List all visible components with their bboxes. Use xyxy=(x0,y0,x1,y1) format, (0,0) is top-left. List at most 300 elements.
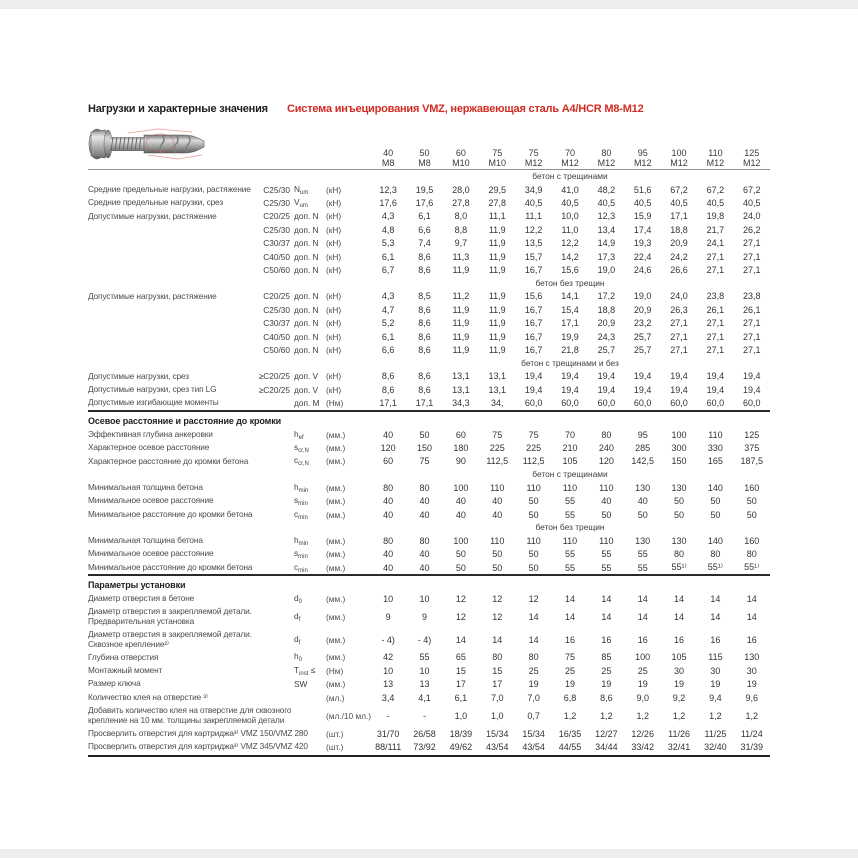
table-row xyxy=(88,290,770,303)
cell-value: 26,2 xyxy=(743,224,761,235)
cell-value: 24,1 xyxy=(706,238,725,249)
cell-value: 18/39 xyxy=(449,728,473,739)
row-unit: (мм.) xyxy=(326,594,346,605)
table-row xyxy=(88,508,770,521)
row-unit: (Нм) xyxy=(326,665,344,676)
row-label-line: Глубина отверстия xyxy=(88,651,159,662)
row-symbol: $h_{ef}$ xyxy=(294,428,304,441)
cell-value: 21,7 xyxy=(706,224,725,235)
cell-value: 55 xyxy=(564,549,575,560)
cell-value: 105 xyxy=(562,456,578,467)
cell-value: 50 xyxy=(492,562,503,573)
cell-value: 50 xyxy=(746,509,757,520)
cell-value: 15,4 xyxy=(561,304,579,315)
column-size: 60 xyxy=(455,148,466,158)
cell-value: 16,7 xyxy=(524,344,543,355)
cell-value: 10 xyxy=(383,594,394,605)
cell-value: 67,2 xyxy=(706,184,725,195)
cell-value: 40 xyxy=(419,549,430,560)
cell-value: 80 xyxy=(710,549,721,560)
cell-value: 1,2 xyxy=(745,710,759,721)
cell-value: 13,1 xyxy=(452,384,470,395)
cell-value: 73/92 xyxy=(413,741,436,752)
cell-value: 0,7 xyxy=(527,710,540,721)
cell-value: 40,5 xyxy=(524,198,543,209)
cell-value: 12/26 xyxy=(631,728,654,739)
column-header xyxy=(479,148,515,168)
row-label-line: Диаметр отверстия в закрепляемой детали. xyxy=(88,628,252,639)
cell-value: 40 xyxy=(383,509,394,520)
row-label xyxy=(88,398,238,408)
cell-value: 17,2 xyxy=(597,291,616,302)
cell-value: 27,1 xyxy=(670,344,688,355)
cell-value: 12,3 xyxy=(379,184,397,195)
cell-value: 120 xyxy=(598,456,614,467)
column-size: 75 xyxy=(492,148,503,158)
cell-value: 8,6 xyxy=(418,384,431,395)
cell-value: 4,7 xyxy=(381,304,395,315)
cell-value: 165 xyxy=(707,456,723,467)
cell-value: 14 xyxy=(746,612,757,623)
cell-value: 9,2 xyxy=(672,692,686,703)
row-label-line: Минимальное осевое расстояние xyxy=(88,495,214,506)
cell-value: 1,2 xyxy=(709,710,722,721)
cell-value: 11/24 xyxy=(740,728,763,739)
cell-value: 32/40 xyxy=(704,741,727,752)
row-symbol: доп. N xyxy=(294,331,319,342)
cell-value: 23,2 xyxy=(633,318,652,329)
table-row xyxy=(88,383,770,396)
cell-value: 187,5 xyxy=(740,456,764,467)
cell-value: 23,8 xyxy=(706,291,725,302)
cell-value: 40,5 xyxy=(597,198,616,209)
cell-value: 28,0 xyxy=(452,184,470,195)
cell-value: 5,3 xyxy=(381,238,395,249)
row-symbol: $h_{min}$ xyxy=(294,481,309,494)
cell-value: 60 xyxy=(455,429,466,440)
cell-value: 25,7 xyxy=(633,331,652,342)
cell-value: 12 xyxy=(455,594,466,605)
row-unit: (кН) xyxy=(326,371,342,382)
row-symbol: доп. V xyxy=(294,371,319,382)
row-symbol: доп. M xyxy=(294,398,320,409)
row-unit: (мм.) xyxy=(326,634,346,645)
cell-value: 13,1 xyxy=(488,371,507,382)
row-label-line: Допустимые изгибающие моменты xyxy=(88,397,219,408)
cell-value: 10 xyxy=(383,665,394,676)
row-condition: C50/60 xyxy=(263,265,290,276)
row-unit: (мм.) xyxy=(326,549,346,560)
cell-value: 14 xyxy=(637,594,648,605)
cell-value: 13,1 xyxy=(488,384,507,395)
table-row xyxy=(88,494,770,507)
table-row xyxy=(88,651,770,664)
row-symbol: $h_{min}$ xyxy=(294,534,309,547)
cell-value: 26,3 xyxy=(670,304,688,315)
cell-value: 19 xyxy=(601,679,612,690)
cell-value: 55 xyxy=(637,549,648,560)
column-header xyxy=(443,148,479,168)
cell-value: 13,4 xyxy=(597,224,616,235)
cell-value: 11,9 xyxy=(452,265,470,276)
cell-value: 14 xyxy=(637,612,648,623)
cell-value: 14,1 xyxy=(561,291,579,302)
table-header-block xyxy=(88,118,770,169)
row-unit: (кН) xyxy=(326,384,342,395)
cell-value: 8,6 xyxy=(418,344,431,355)
cell-value: 10,0 xyxy=(561,211,579,222)
cell-value: 40 xyxy=(601,496,612,507)
cell-value: 50 xyxy=(637,509,648,520)
row-label-line: Минимальное расстояние до кромки бетона xyxy=(88,508,253,519)
cell-value: 60,0 xyxy=(670,398,688,409)
cell-value: 11/26 xyxy=(668,728,690,739)
row-unit: (кН) xyxy=(326,344,342,355)
row-unit: (кН) xyxy=(326,198,342,209)
cell-value: 40 xyxy=(383,562,394,573)
cell-value: 31/70 xyxy=(376,728,400,739)
cell-value: - xyxy=(386,710,390,721)
row-unit: (мм.) xyxy=(326,456,346,467)
table-row xyxy=(88,210,770,223)
cell-value: 49/62 xyxy=(449,741,473,752)
cell-value: 15,6 xyxy=(524,291,543,302)
row-symbol: $d_0$ xyxy=(294,593,302,606)
cell-value: 32/41 xyxy=(667,741,691,752)
cell-value: 15/34 xyxy=(522,728,545,739)
row-unit: (мм.) xyxy=(326,509,346,520)
cell-value: 14 xyxy=(710,594,721,605)
column-header xyxy=(661,148,697,168)
cell-value: 95 xyxy=(637,429,648,440)
cell-value: 130 xyxy=(635,482,651,493)
cell-value: 11,1 xyxy=(488,211,506,222)
cell-value: 40 xyxy=(383,496,394,507)
cell-value: 16/35 xyxy=(558,728,582,739)
cell-value: 1,2 xyxy=(600,710,613,721)
cell-value: 50 xyxy=(601,509,612,520)
cell-value: 40 xyxy=(492,509,503,520)
row-symbol: $V_{um}$ xyxy=(294,197,308,210)
cell-value: 11,1 xyxy=(525,211,543,222)
table-row xyxy=(88,534,770,547)
row-label-line: Средние предельные нагрузки, растяжение xyxy=(88,183,251,194)
subheader-text: бетон без трещин xyxy=(535,522,605,533)
cell-value: 19 xyxy=(710,679,721,690)
cell-value: 11,9 xyxy=(488,291,506,302)
table-row xyxy=(88,196,770,209)
row-symbol: доп. N xyxy=(294,238,319,249)
cell-value: 160 xyxy=(744,535,760,546)
cell-value: 20,9 xyxy=(670,238,688,249)
cell-value: 11,9 xyxy=(452,304,470,315)
cell-value: 225 xyxy=(526,442,542,453)
cell-value: 55 xyxy=(601,562,612,573)
cell-value: 14 xyxy=(674,612,685,623)
cell-value: 25 xyxy=(528,665,539,676)
cell-value: 19,4 xyxy=(524,371,543,382)
cell-value: 88/111 xyxy=(375,741,402,752)
row-label xyxy=(88,666,238,676)
cell-value: 55 xyxy=(637,562,648,573)
row-condition: C25/30 xyxy=(263,198,290,209)
cell-value: 40 xyxy=(419,562,430,573)
cell-value: 19,0 xyxy=(633,291,652,302)
row-symbol: $d_f$ xyxy=(294,611,301,624)
cell-value: 17,4 xyxy=(633,224,652,235)
cell-value: 27,8 xyxy=(452,198,470,209)
cell-value: 6,1 xyxy=(381,251,395,262)
cell-value: 11,0 xyxy=(561,224,579,235)
cell-value: 42 xyxy=(383,652,394,663)
row-unit: (мм.) xyxy=(326,679,346,690)
cell-value: 13 xyxy=(383,679,394,690)
cell-value: 17 xyxy=(492,679,503,690)
row-condition: C20/25 xyxy=(263,291,290,302)
cell-value: 50 xyxy=(528,549,539,560)
cell-value: 12 xyxy=(492,594,503,605)
cell-value: 14 xyxy=(492,634,503,645)
cell-value: 26/58 xyxy=(413,728,436,739)
cell-value: 110 xyxy=(708,429,723,440)
cell-value: 19,4 xyxy=(743,384,761,395)
cell-value: 8,5 xyxy=(418,291,431,302)
row-label xyxy=(88,693,238,703)
row-label-line: Эффективная глубина анкеровки xyxy=(88,428,213,439)
cell-value: 130 xyxy=(635,535,651,546)
subheader-text: бетон без трещин xyxy=(535,277,605,288)
table-subheader xyxy=(88,170,770,183)
table-subheader xyxy=(88,468,770,481)
cell-value: 85 xyxy=(601,652,612,663)
row-condition: C20/25 xyxy=(263,211,290,222)
cell-value: 4,1 xyxy=(418,692,431,703)
cell-value: 19,4 xyxy=(670,371,688,382)
cell-value: 140 xyxy=(707,535,723,546)
table-subheader xyxy=(88,277,770,290)
cell-value: 16 xyxy=(674,634,685,645)
cell-value: 67,2 xyxy=(670,184,688,195)
row-label-line: Средние предельные нагрузки, срез xyxy=(88,197,223,208)
row-symbol: доп. N xyxy=(294,211,319,222)
cell-value: 80 xyxy=(383,535,394,546)
cell-value: 19,4 xyxy=(706,371,725,382)
cell-value: 14 xyxy=(455,634,466,645)
column-header xyxy=(588,148,624,168)
cell-value: 110 xyxy=(599,535,614,546)
cell-value: 19,4 xyxy=(633,371,652,382)
row-symbol: $s_{min}$ xyxy=(294,495,308,508)
product-title: Система инъецирования VMZ, нержавеющая сталь A4/HCR M8-M12 xyxy=(287,103,644,115)
row-unit: (мм.) xyxy=(326,429,346,440)
row-unit: (мм.) xyxy=(326,442,346,453)
cell-value: 300 xyxy=(671,442,687,453)
row-unit: (мл.) xyxy=(326,692,345,703)
cell-value: 50 xyxy=(528,496,539,507)
section-header xyxy=(88,574,770,592)
cell-value: 8,6 xyxy=(418,371,431,382)
table-row xyxy=(88,370,770,383)
cell-value: 16,7 xyxy=(524,304,543,315)
subheader-text: бетон с трещинами и без xyxy=(521,357,619,368)
cell-value: 27,1 xyxy=(706,251,725,262)
cell-value: 80 xyxy=(419,535,430,546)
subheader-text: бетон с трещинами xyxy=(532,171,608,181)
row-label-line: Минимальное осевое расстояние xyxy=(88,548,214,559)
table-body xyxy=(88,170,770,754)
cell-value: 80 xyxy=(419,482,430,493)
cell-value: 9,4 xyxy=(709,692,722,703)
cell-value: 13,1 xyxy=(452,371,470,382)
cell-value: 100 xyxy=(453,482,469,493)
cell-value: 4,3 xyxy=(381,211,395,222)
cell-value: 1,2 xyxy=(672,710,686,721)
column-headers xyxy=(370,148,770,168)
column-thread: M10 xyxy=(488,158,507,168)
cell-value: 60,0 xyxy=(597,398,616,409)
row-label-line: Предварительная установка xyxy=(88,616,195,627)
cell-value: 16 xyxy=(746,634,757,645)
cell-value: 50 xyxy=(528,562,539,573)
row-symbol: $c_{cr,N}$ xyxy=(294,455,309,468)
cell-value: 50 xyxy=(674,496,685,507)
section-title: Осевое расстояние и расстояние до кромки xyxy=(88,415,282,426)
table-row xyxy=(88,183,770,196)
row-label xyxy=(88,536,238,546)
table-row xyxy=(88,343,770,356)
cell-value: 7,4 xyxy=(418,238,431,249)
cell-value: 27,1 xyxy=(670,331,688,342)
table-row xyxy=(88,678,770,691)
cell-value: 8,0 xyxy=(454,211,468,222)
cell-value: 11,9 xyxy=(488,251,506,262)
cell-value: 67,2 xyxy=(743,184,761,195)
cell-value: 40,5 xyxy=(670,198,688,209)
cell-value: 330 xyxy=(707,442,723,453)
row-label xyxy=(88,292,238,302)
row-label xyxy=(88,430,238,440)
cell-value: 50 xyxy=(674,509,685,520)
table-row xyxy=(88,223,770,236)
row-label xyxy=(88,549,238,559)
cell-value: 110 xyxy=(599,482,614,493)
row-symbol: SW xyxy=(294,679,308,690)
table-row xyxy=(88,237,770,250)
cell-value: 34,9 xyxy=(524,184,543,195)
cell-value: 19 xyxy=(674,679,685,690)
cell-value: 375 xyxy=(744,442,760,453)
table-row xyxy=(88,396,770,409)
cell-value: 80 xyxy=(601,429,612,440)
cell-value: 55¹⁾ xyxy=(671,562,687,573)
row-label xyxy=(88,653,238,663)
row-label-line: Допустимые нагрузки, растяжение xyxy=(88,210,217,221)
cell-value: 40 xyxy=(419,509,430,520)
cell-value: 100 xyxy=(453,535,469,546)
cell-value: 6,8 xyxy=(563,692,577,703)
row-unit: (кН) xyxy=(326,224,342,235)
table-row xyxy=(88,606,770,629)
cell-value: 10 xyxy=(419,665,430,676)
cell-value: 27,1 xyxy=(743,344,761,355)
cell-value: 19,4 xyxy=(597,371,616,382)
row-condition: C25/30 xyxy=(263,184,290,195)
table-row xyxy=(88,263,770,276)
cell-value: 9,0 xyxy=(636,692,649,703)
cell-value: 24,2 xyxy=(670,251,688,262)
cell-value: 55 xyxy=(564,496,575,507)
cell-value: 60,0 xyxy=(561,398,579,409)
row-label-line: Минимальное расстояние до кромки бетона xyxy=(88,561,253,572)
row-symbol: доп. N xyxy=(294,265,319,276)
cell-value: 90 xyxy=(455,456,466,467)
document-content xyxy=(88,103,770,757)
cell-value: 20,9 xyxy=(597,318,616,329)
cell-value: 120 xyxy=(380,442,396,453)
row-condition: C25/30 xyxy=(263,224,290,235)
cell-value: 16 xyxy=(710,634,721,645)
row-label xyxy=(88,496,238,506)
cell-value: 40 xyxy=(383,549,394,560)
table-row xyxy=(88,455,770,468)
cell-value: 27,1 xyxy=(706,331,725,342)
cell-value: 14 xyxy=(710,612,721,623)
cell-value: 15 xyxy=(492,665,503,676)
anchor-bolt-image xyxy=(88,115,208,171)
cell-value: 180 xyxy=(453,442,469,453)
row-label xyxy=(88,443,238,453)
cell-value: 16 xyxy=(601,634,612,645)
row-label-line: Просверлить отверстия для картриджа³⁾ VMZ 345/VMZ 420 xyxy=(88,741,308,752)
cell-value: 30 xyxy=(674,665,685,676)
cell-value: 110 xyxy=(562,535,578,546)
row-label xyxy=(88,183,251,195)
row-label-line: Допустимые нагрузки, растяжение xyxy=(88,290,217,301)
cell-value: - xyxy=(423,710,427,721)
cell-value: 11,3 xyxy=(452,251,470,262)
cell-value: 34/44 xyxy=(595,741,618,752)
cell-value: 6,6 xyxy=(381,344,395,355)
cell-value: 6,1 xyxy=(381,331,395,342)
cell-value: 50 xyxy=(710,496,721,507)
row-unit: (кН) xyxy=(326,318,342,329)
row-symbol: доп. N xyxy=(294,291,319,302)
cell-value: 80 xyxy=(383,482,394,493)
table-row xyxy=(88,691,770,704)
cell-value: 50 xyxy=(710,509,721,520)
cell-value: 1,0 xyxy=(454,710,468,721)
row-unit: (кН) xyxy=(326,211,342,222)
page-title: Нагрузки и характерные значения xyxy=(88,103,268,115)
cell-value: 16,7 xyxy=(524,331,543,342)
cell-value: 50 xyxy=(455,549,466,560)
column-thread: M12 xyxy=(597,158,616,168)
cell-value: 14 xyxy=(746,594,757,605)
column-header xyxy=(552,148,588,168)
row-label-line: Сквозное крепление²⁾ xyxy=(88,638,169,649)
cell-value: 11,9 xyxy=(488,318,506,329)
cell-value: 12 xyxy=(455,612,466,623)
cell-value: 40 xyxy=(637,496,648,507)
row-label-line: Количество клея на отверстие ³⁾ xyxy=(88,691,208,702)
cell-value: 25,7 xyxy=(633,344,652,355)
row-label xyxy=(88,372,238,382)
cell-value: 8,6 xyxy=(418,331,431,342)
row-label xyxy=(88,628,252,649)
cell-value: 11,9 xyxy=(488,344,506,355)
cell-value: 19,4 xyxy=(633,384,652,395)
cell-value: 19 xyxy=(564,679,575,690)
